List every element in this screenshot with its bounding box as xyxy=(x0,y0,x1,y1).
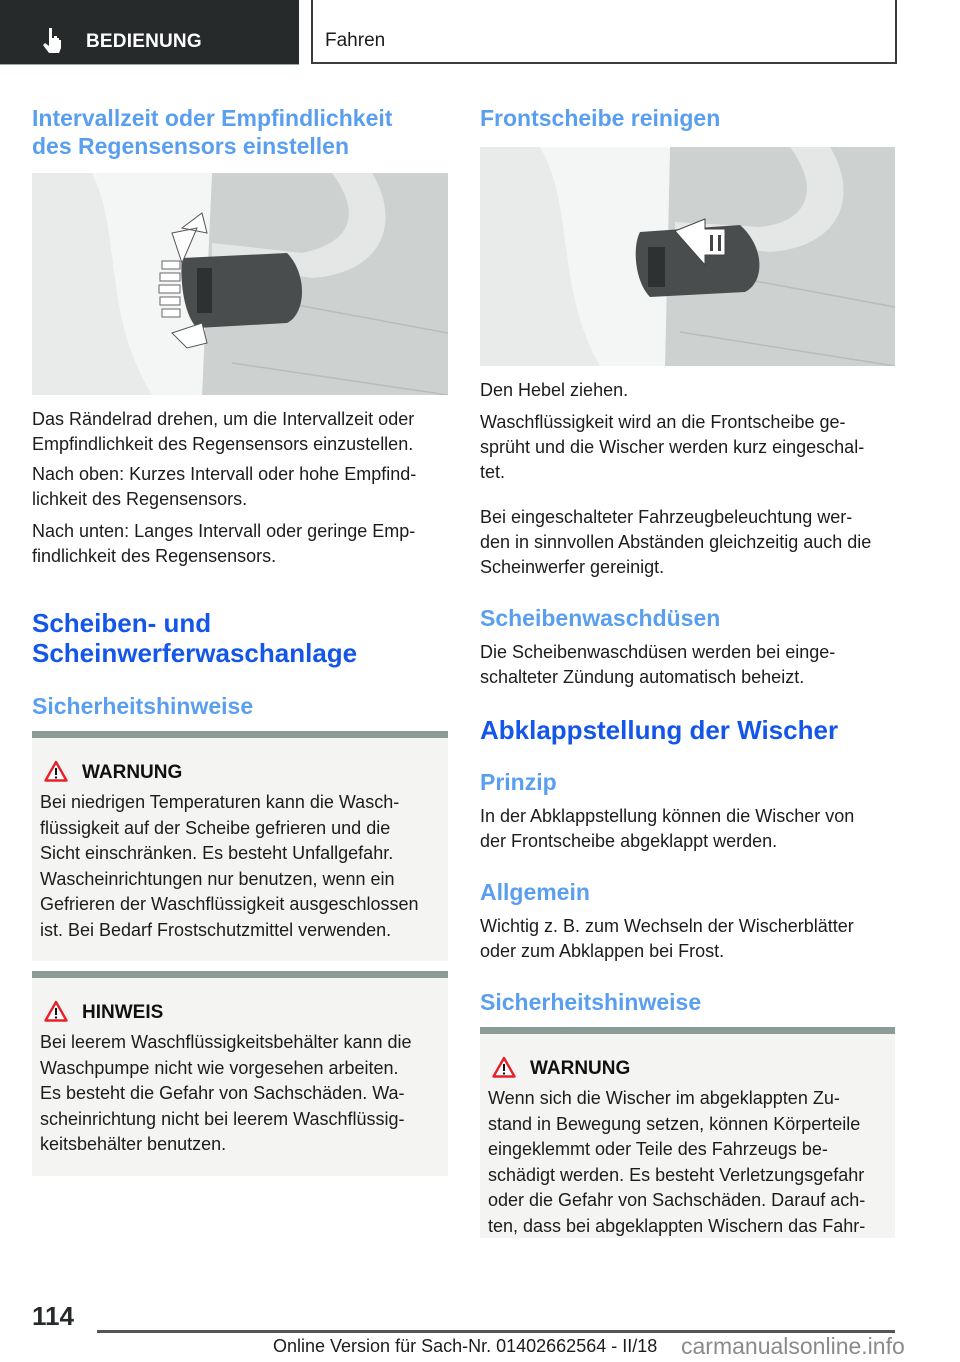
text-line: Die Scheibenwaschdüsen werden bei einge- xyxy=(480,642,836,662)
heading-line: des Regensensors einstellen xyxy=(32,133,350,159)
warning-text xyxy=(488,1086,898,1239)
paragraph-rotate-wheel xyxy=(32,407,452,457)
text-line: scheinrichtung nicht bei leerem Waschflüssig- xyxy=(40,1108,405,1129)
chapter-tab xyxy=(311,0,897,64)
text-line: lichkeit des Regensensors. xyxy=(32,489,248,509)
paragraph-general xyxy=(480,914,900,964)
paragraph-spray xyxy=(480,410,900,485)
text-line: Bei niedrigen Temperaturen kann die Wasch- xyxy=(40,792,400,812)
section-label: BEDIENUNG xyxy=(86,31,202,52)
hint-title: HINWEIS xyxy=(82,1002,164,1023)
warning-title: WARNUNG xyxy=(82,762,183,783)
text-line: Sicht einschränken. Es besteht Unfallgefahr. xyxy=(40,843,394,863)
heading-washer-jets: Scheibenwaschdüsen xyxy=(480,605,721,631)
warning-triangle-icon xyxy=(492,1056,516,1078)
text-line: Bei leerem Waschflüssigkeitsbehälter kann die xyxy=(40,1032,412,1052)
text-line: Bei eingeschalteter Fahrzeugbeleuchtung wer- xyxy=(480,507,853,527)
text-line: sprüht und die Wischer werden kurz eingeschal- xyxy=(480,437,865,457)
heading-line: Scheinwerferwaschanlage xyxy=(32,638,358,668)
paragraph-headlight-cleaning xyxy=(480,505,900,580)
text-line: oder die Gefahr von Sachschäden. Darauf ach- xyxy=(488,1190,866,1210)
heading-general: Allgemein xyxy=(480,879,590,905)
text-line: tet. xyxy=(480,462,506,482)
text-line: Wascheinrichtungen nur benutzen, wenn ein xyxy=(40,868,395,889)
text-line: Gefrieren der Waschflüssigkeit ausgeschlossen xyxy=(40,894,419,914)
heading-line: Intervallzeit oder Empfindlichkeit xyxy=(32,105,393,131)
illustration-rain-sensor-wheel xyxy=(32,173,448,395)
text-line: ist. Bei Bedarf Frostschutzmittel verwenden. xyxy=(40,919,392,940)
warning-box-left xyxy=(32,731,448,961)
text-line: keitsbehälter benutzen. xyxy=(40,1134,227,1154)
paragraph-principle xyxy=(480,804,900,854)
text-line: In der Abklappstellung können die Wischer von xyxy=(480,806,855,826)
warning-triangle-icon xyxy=(44,1000,68,1022)
paragraph-up xyxy=(32,462,452,512)
text-line: Nach unten: Langes Intervall oder geringe Emp- xyxy=(32,521,416,541)
text-line: findlichkeit des Regensensors. xyxy=(32,546,277,566)
pointing-hand-icon xyxy=(40,27,64,55)
heading-safety-right: Sicherheitshinweise xyxy=(480,989,702,1015)
heading-intervallzeit xyxy=(32,104,392,160)
hint-text xyxy=(40,1030,450,1158)
text-line: Wichtig z. B. zum Wechseln der Wischerblätter xyxy=(480,916,854,936)
paragraph-down xyxy=(32,519,452,569)
text-line: schädigt werden. Es besteht Verletzungsgefahr xyxy=(488,1164,865,1185)
heading-wiper-fold-position: Abklappstellung der Wischer xyxy=(480,715,839,745)
illustration-pull-lever xyxy=(480,147,895,366)
text-line: der Frontscheibe abgeklappt werden. xyxy=(480,831,778,851)
heading-clean-windshield: Frontscheibe reinigen xyxy=(480,105,721,131)
page-number: 114 xyxy=(32,1301,74,1331)
heading-line: Scheiben- und xyxy=(32,608,212,638)
warning-text xyxy=(40,790,450,943)
text-line: stand in Bewegung setzen, können Körperteile xyxy=(488,1113,861,1134)
hint-box-left xyxy=(32,971,448,1176)
paragraph-washer-jets xyxy=(480,640,900,690)
text-line: Nach oben: Kurzes Intervall oder hohe Empfind- xyxy=(32,464,417,484)
heading-principle: Prinzip xyxy=(480,769,557,795)
paragraph-pull-lever: Den Hebel ziehen. xyxy=(480,380,629,400)
text-line: Waschflüssigkeit wird an die Frontscheibe ge- xyxy=(480,412,846,432)
text-line: Empfindlichkeit des Regensensors einzustellen. xyxy=(32,434,414,454)
warning-title: WARNUNG xyxy=(530,1058,631,1079)
warning-triangle-icon xyxy=(44,760,68,782)
footer-divider xyxy=(97,1330,415,1333)
online-version-label: Online Version für Sach-Nr. 01402662564 - II/18 xyxy=(273,1336,658,1356)
heading-safety-left: Sicherheitshinweise xyxy=(32,693,254,719)
text-line: Wenn sich die Wischer im abgeklappten Zu- xyxy=(488,1088,840,1108)
text-line: flüssigkeit auf der Scheibe gefrieren und die xyxy=(40,817,391,838)
warning-box-right xyxy=(480,1027,895,1238)
watermark-link[interactable]: carmanualsonline.info xyxy=(681,1333,905,1359)
text-line: Es besteht die Gefahr von Sachschäden. Wa- xyxy=(40,1083,405,1103)
chapter-label: Fahren xyxy=(325,30,386,51)
text-line: eingeklemmt oder Teile des Fahrzeugs be- xyxy=(488,1139,828,1159)
text-line: Waschpumpe nicht wie vorgesehen arbeiten. xyxy=(40,1057,399,1078)
text-line: Scheinwerfer gereinigt. xyxy=(480,557,665,577)
section-tab xyxy=(0,0,299,65)
text-line: oder zum Abklappen bei Frost. xyxy=(480,941,725,961)
text-line: ten, dass bei abgeklappten Wischern das Fahr- xyxy=(488,1215,866,1236)
heading-washer-system xyxy=(32,608,357,668)
text-line: schalteter Zündung automatisch beheizt. xyxy=(480,667,805,687)
text-line: den in sinnvollen Abständen gleichzeitig auch die xyxy=(480,532,872,552)
text-line: Das Rändelrad drehen, um die Intervallzeit oder xyxy=(32,409,415,429)
